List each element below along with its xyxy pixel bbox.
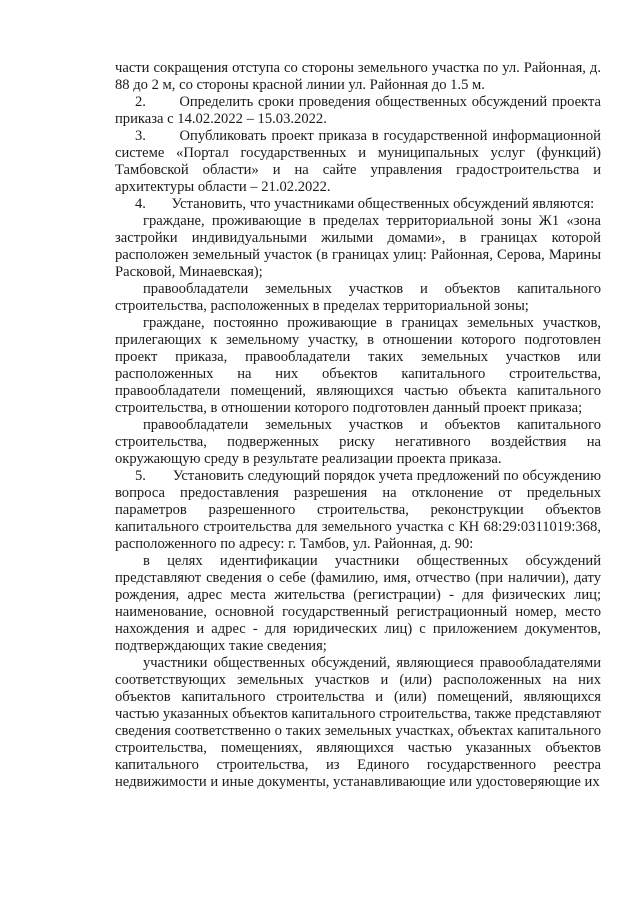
paragraph-item-3: 3. Опубликовать проект приказа в государственной информационной системе «Портал государственных и муниципальных услуг (функций) Тамбовской области» и на сайте управления градостроительства и архитектуры области – 21.02.2022. — [115, 128, 601, 195]
paragraph-participants-residents: граждане, проживающие в пределах территориальной зоны Ж1 «зона застройки индивидуальными жилыми домами», в границах которой расположен земельный участок (в границах улиц: Районная, Серова, Марины Расковой, Минаевская); — [115, 213, 601, 280]
paragraph-participants-owners: правообладатели земельных участков и объектов капитального строительства, расположенных в пределах территориальной зоны; — [115, 281, 601, 314]
paragraph-continuation: части сокращения отступа со стороны земельного участка по ул. Районная, д. 88 до 2 м, со стороны красной линии ул. Районная до 1.5 м. — [115, 60, 601, 93]
paragraph-identification: в целях идентификации участники общественных обсуждений представляют сведения о себе (фамилию, имя, отчество (при наличии), дату рождения, адрес места жительства (регистрации) - для физических лиц; наименование, основной государственный регистрационный номер, место нахождения и адрес - для юридических лиц) с приложением документов, подтверждающих такие сведения; — [115, 553, 601, 654]
paragraph-item-4: 4. Установить, что участниками общественных обсуждений являются: — [135, 196, 595, 212]
document-body — [115, 60, 601, 791]
paragraph-participants-adjacent: граждане, постоянно проживающие в границах земельных участков, прилегающих к земельному участку, в отношении которого подготовлен проект приказа, правообладатели таких земельных участков или расположенных на них объектов капитального строительства, правообладатели помещений, являющихся частью объекта капитального строительства, в отношении которого подготовлен данный проект приказа; — [115, 315, 601, 416]
paragraph-item-2: 2. Определить сроки проведения общественных обсуждений проекта приказа с 14.02.2022 – 15.03.2022. — [115, 94, 601, 127]
paragraph-participants-risk: правообладатели земельных участков и объектов капитального строительства, подверженных риску негативного воздействия на окружающую среду в результате реализации проекта приказа. — [115, 417, 601, 467]
paragraph-owners-documents: участники общественных обсуждений, являющиеся правообладателями соответствующих земельных участков и (или) расположенных на них объектов капитального строительства и (или) помещений, являющихся частью указанных объектов капитального строительства, также представляют сведения соответственно о таких земельных участках, объектах капитального строительства, помещениях, являющихся частью указанных объектов капитального строительства, из Единого государственного реестра недвижимости и иные документы, устанавливающие или удостоверяющие их — [115, 655, 601, 790]
paragraph-item-5: 5. Установить следующий порядок учета предложений по обсуждению вопроса предоставления разрешения на отклонение от предельных параметров разрешенного строительства, реконструкции объектов капитального строительства для земельного участка с КН 68:29:0311019:368, расположенного по адресу: г. Тамбов, ул. Районная, д. 90: — [115, 468, 601, 552]
